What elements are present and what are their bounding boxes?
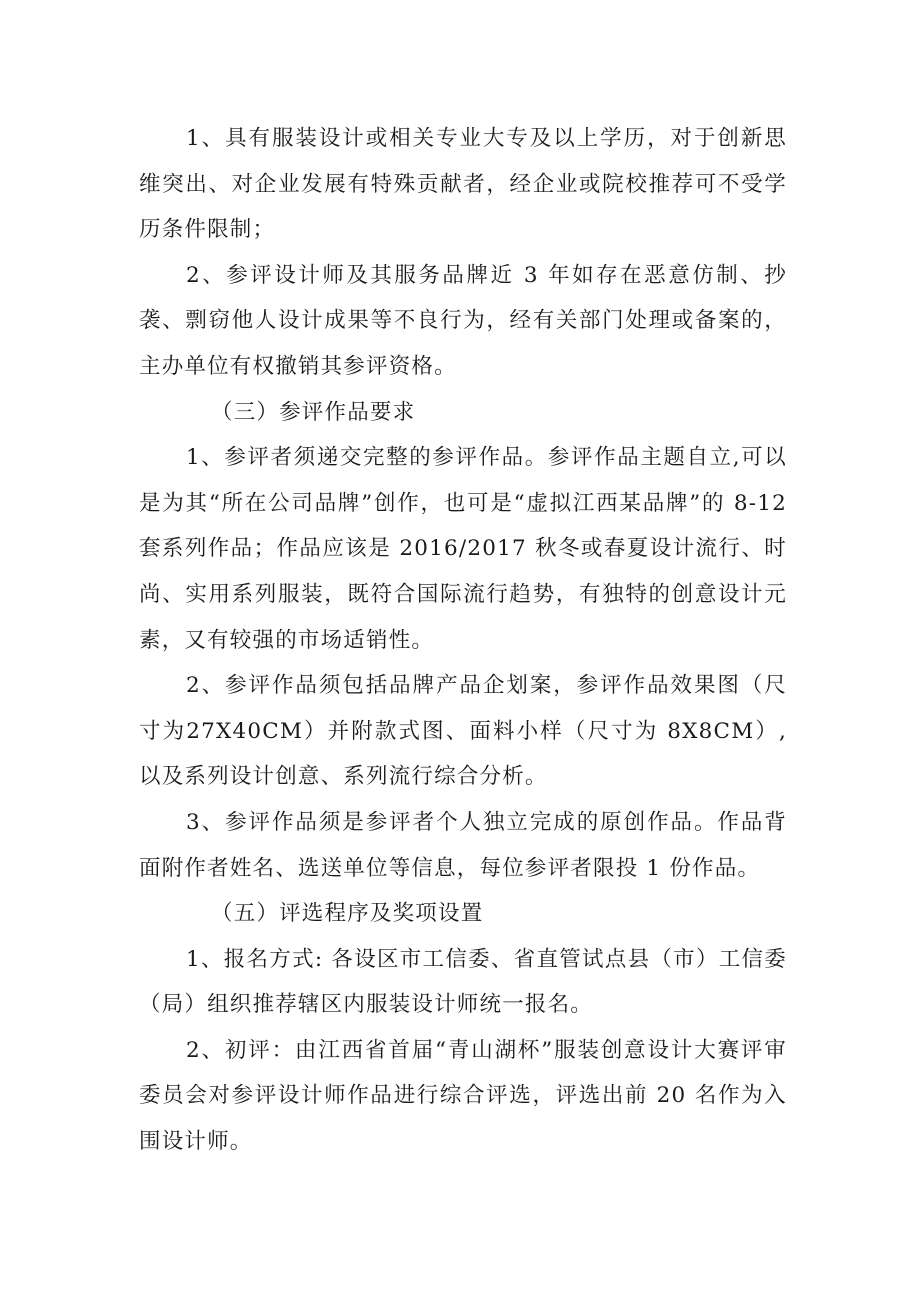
- paragraph-entry-contents: 2、参评作品须包括品牌产品企划案，参评作品效果图（尺寸为27X40CM）并附款式图、面料小样（尺寸为 8X8CM）,以及系列设计创意、系列流行综合分析。: [139, 673, 787, 790]
- section-heading-selection-process: （五）评选程序及奖项设置: [211, 901, 484, 927]
- paragraph-preliminary-review: 2、初评：由江西省首届“青山湖杯”服装创意设计大赛评审委员会对参评设计师作品进行综合评选，评选出前 20 名作为入围设计师。: [139, 1037, 787, 1155]
- paragraph-plagiarism-rule: 2、参评设计师及其服务品牌近 3 年如存在恶意仿制、抄袭、剽窃他人设计成果等不良行为，经有关部门处理或备案的，主办单位有权撤销其参评资格。: [139, 262, 787, 379]
- document-body: [139, 116, 787, 1165]
- paragraph-education-requirement: 1、具有服装设计或相关专业大专及以上学历，对于创新思维突出、对企业发展有特殊贡献者，经企业或院校推荐可不受学历条件限制；: [139, 126, 787, 243]
- paragraph-entry-submission: 1、参评者须递交完整的参评作品。参评作品主题自立,可以是为其“所在公司品牌”创作，也可是“虚拟江西某品牌”的 8-12 套系列作品；作品应该是 2016/2017 秋冬或春夏设计流行、时尚、实用系列服装，既符合国际流行趋势，有独特的创意设计元素，又有较强的市场适销性。: [139, 445, 787, 653]
- paragraph-registration: 1、报名方式: 各设区市工信委、省直管试点县（市）工信委（局）组织推荐辖区内服装设计师统一报名。: [139, 946, 787, 1018]
- section-heading-entry-requirements: （三）参评作品要求: [211, 399, 416, 425]
- paragraph-originality: 3、参评作品须是参评者个人独立完成的原创作品。作品背面附作者姓名、选送单位等信息，每位参评者限投 1 份作品。: [139, 809, 787, 881]
